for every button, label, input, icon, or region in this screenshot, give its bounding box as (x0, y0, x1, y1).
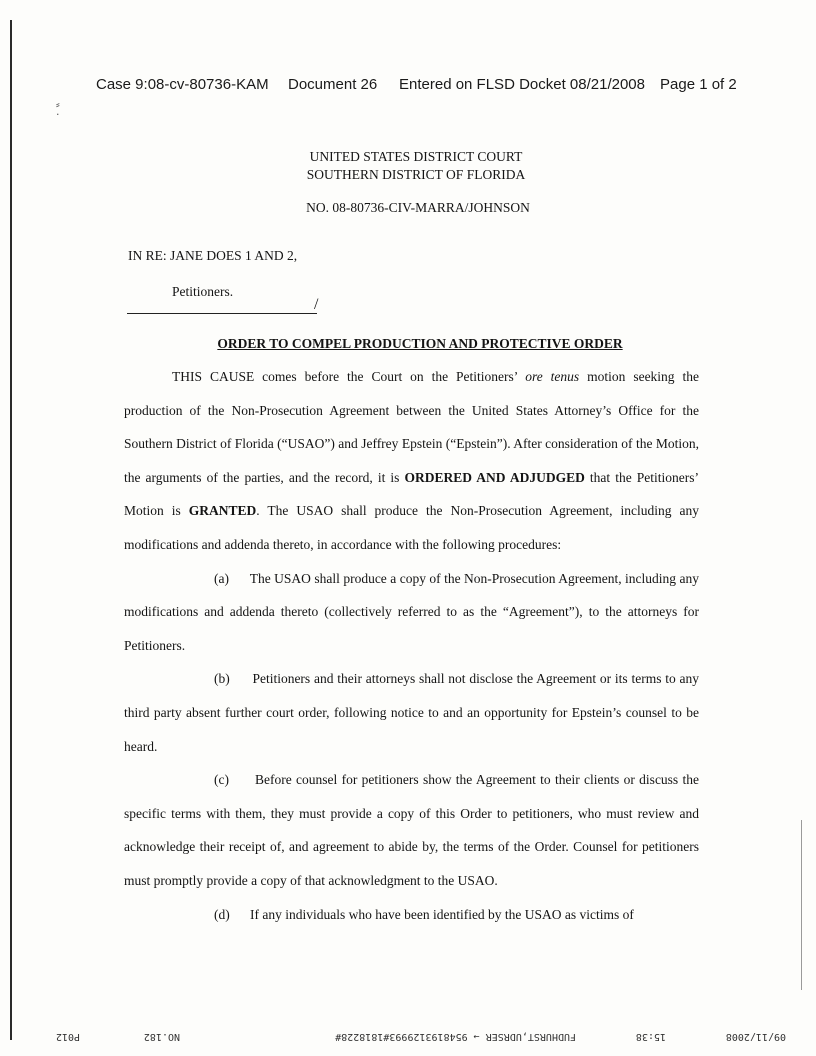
text-c: Before counsel for petitioners show the Agreement to their clients or discuss the specific terms with them, they must provide a copy of this Order to petitioners, who must review and acknowledge their receipt of, and agreement to abide by, the terms of the Order. Counsel for petitioners must promptly provide a copy of that acknowledgment to the USAO. (124, 772, 700, 888)
label-b: (b) (214, 671, 230, 687)
court-name: UNITED STATES DISTRICT COURT (309, 149, 523, 164)
label-a: (a) (214, 570, 229, 586)
header-docket: Entered on FLSD Docket 08/21/2008 (399, 76, 645, 93)
paragraph-c (124, 763, 699, 897)
order-body (124, 360, 699, 931)
paragraph-intro (124, 360, 699, 562)
caption-rule (127, 313, 317, 314)
intro-bold-granted: GRANTED (188, 503, 257, 519)
intro-text-4: . The USAO shall produce the Non-Prosecution Agreement, including any modifications and addenda thereto, in accordance with the following procedures: (124, 503, 700, 552)
scan-artifact-mark: ⸗ · (56, 98, 60, 121)
text-d: If any individuals who have been identified by the USAO as victims of (250, 906, 634, 922)
paragraph-a (124, 562, 699, 663)
court-heading (0, 148, 816, 184)
header-case: Case 9:08-cv-80736-KAM (96, 76, 269, 93)
caption-in-re: IN RE: JANE DOES 1 AND 2, (128, 248, 298, 263)
intro-text-2: motion seeking the production of the Non-Prosecution Agreement between the United States Attorney’s Office for the Southern District of Florida (“USAO”) and Jeffrey Epstein (“Epstein”). After consideration of the Motion, the arguments of the parties, and the record, it is (124, 369, 699, 485)
fax-page: P012 (55, 1031, 80, 1042)
intro-italic: ore tenus (525, 369, 580, 384)
intro-text-1: THIS CAUSE comes before the Court on the Petitioners’ (172, 369, 526, 384)
court-district: SOUTHERN DISTRICT OF FLORIDA (306, 167, 526, 182)
header-document: Document 26 (288, 76, 378, 93)
intro-text-3: that the Petitioners’ Motion is (124, 469, 699, 519)
order-title: ORDER TO COMPEL PRODUCTION AND PROTECTIVE ORDER (217, 336, 623, 351)
fax-no: NO.182 (143, 1031, 180, 1042)
scan-edge-mark (801, 820, 802, 990)
fax-time: 15:38 (635, 1031, 666, 1042)
text-a: The USAO shall produce a copy of the Non-Prosecution Agreement, including any modifications and addenda thereto (collectively referred to as the “Agreement”), to the attorneys for Petitioners. (124, 570, 699, 653)
paragraph-b (124, 662, 699, 763)
text-b: Petitioners and their attorneys shall not disclose the Agreement or its terms to any third party absent further court order, following notice to and an opportunity for Epstein’s counsel to be heard. (124, 671, 699, 754)
label-c: (c) (214, 772, 229, 788)
label-d: (d) (214, 906, 230, 922)
paragraph-d (124, 898, 699, 932)
header-page: Page 1 of 2 (660, 76, 737, 93)
caption-party: Petitioners. (172, 284, 234, 299)
intro-bold-ordered: ORDERED AND ADJUDGED (404, 469, 585, 485)
caption-slash: / (314, 296, 319, 313)
case-number: NO. 08-80736-CIV-MARRA/JOHNSON (306, 200, 530, 215)
fax-date: 09/11/2008 (725, 1031, 786, 1042)
fax-sender: FUDHURST,UDRSER → 9548193129993#1818228# (335, 1031, 576, 1042)
